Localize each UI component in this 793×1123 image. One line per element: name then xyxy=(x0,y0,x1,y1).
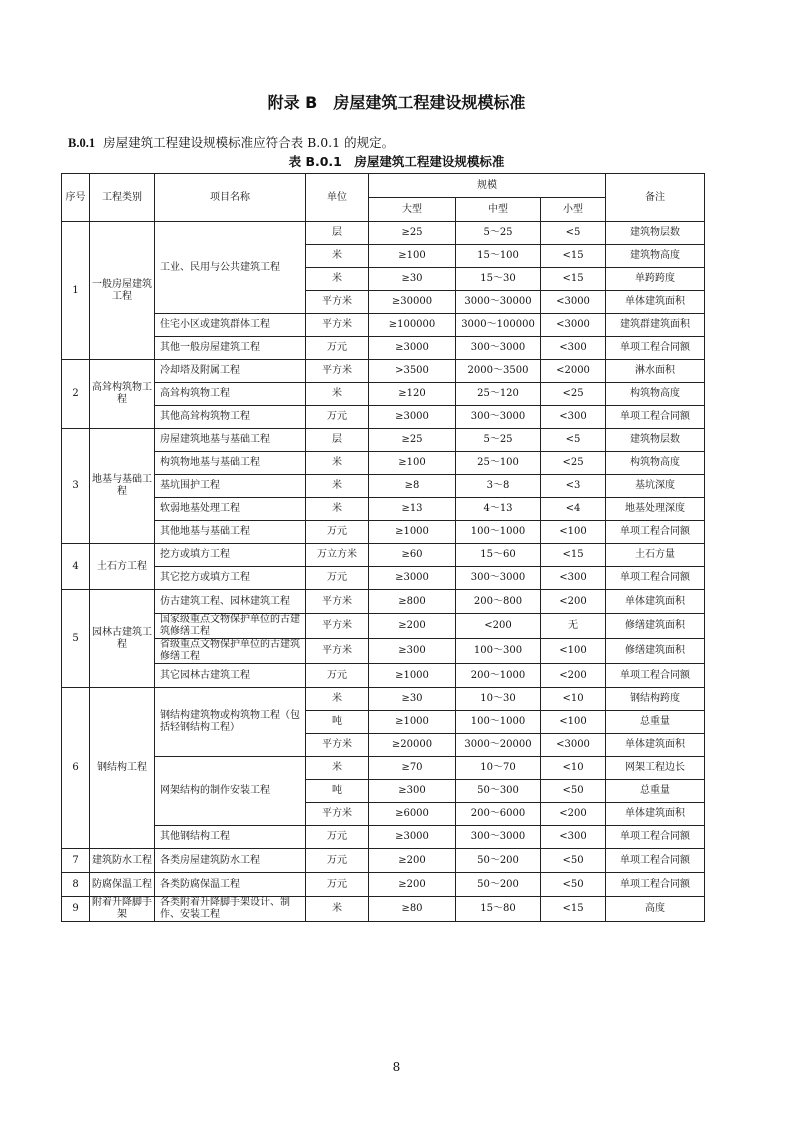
unit-cell: 万立方米 xyxy=(306,544,369,567)
large-scale-cell: ≥25 xyxy=(369,429,456,452)
seq-cell: 2 xyxy=(62,360,90,429)
large-scale-cell: ≥80 xyxy=(369,897,456,922)
seq-cell: 1 xyxy=(62,222,90,360)
large-scale-cell: ≥1000 xyxy=(369,664,456,688)
category-cell: 园林古建筑工程 xyxy=(90,590,155,688)
table-row xyxy=(62,688,705,711)
clause-paragraph xyxy=(68,133,394,151)
category-cell: 一般房屋建筑工程 xyxy=(90,222,155,360)
table-row xyxy=(62,567,705,590)
unit-cell: 平方米 xyxy=(306,639,369,664)
remark-cell: 单体建筑面积 xyxy=(606,291,705,314)
large-scale-cell: ≥30 xyxy=(369,268,456,291)
large-scale-cell: ≥1000 xyxy=(369,521,456,544)
medium-scale-cell: 2000～3500 xyxy=(456,360,541,383)
medium-scale-cell: 100～300 xyxy=(456,639,541,664)
medium-scale-cell: 100～1000 xyxy=(456,521,541,544)
item-name-cell: 各类防腐保温工程 xyxy=(155,873,306,897)
medium-scale-cell: 300～3000 xyxy=(456,406,541,429)
category-cell: 高耸构筑物工程 xyxy=(90,360,155,429)
remark-cell: 修缮建筑面积 xyxy=(606,614,705,639)
table-row xyxy=(62,337,705,360)
small-scale-cell: <3000 xyxy=(541,291,606,314)
item-name-cell: 其它挖方或填方工程 xyxy=(155,567,306,590)
category-cell: 建筑防水工程 xyxy=(90,849,155,873)
table-row xyxy=(62,383,705,406)
header-scale: 规模 xyxy=(369,174,606,198)
small-scale-cell: <300 xyxy=(541,567,606,590)
table-row xyxy=(62,314,705,337)
remark-cell: 单项工程合同额 xyxy=(606,521,705,544)
small-scale-cell: <15 xyxy=(541,544,606,567)
unit-cell: 万元 xyxy=(306,406,369,429)
large-scale-cell: ≥200 xyxy=(369,873,456,897)
medium-scale-cell: 4～13 xyxy=(456,498,541,521)
medium-scale-cell: 25～120 xyxy=(456,383,541,406)
table-row xyxy=(62,498,705,521)
unit-cell: 层 xyxy=(306,222,369,245)
remark-cell: 单项工程合同额 xyxy=(606,826,705,849)
medium-scale-cell: 100～1000 xyxy=(456,711,541,734)
small-scale-cell: <10 xyxy=(541,757,606,780)
table-row xyxy=(62,406,705,429)
unit-cell: 米 xyxy=(306,475,369,498)
unit-cell: 平方米 xyxy=(306,590,369,614)
small-scale-cell: <50 xyxy=(541,780,606,803)
small-scale-cell: <100 xyxy=(541,521,606,544)
remark-cell: 单体建筑面积 xyxy=(606,803,705,826)
table-row xyxy=(62,544,705,567)
medium-scale-cell: 25～100 xyxy=(456,452,541,475)
table-body xyxy=(62,222,705,922)
small-scale-cell: <100 xyxy=(541,711,606,734)
seq-cell: 4 xyxy=(62,544,90,590)
large-scale-cell: ≥25 xyxy=(369,222,456,245)
item-name-cell: 构筑物地基与基础工程 xyxy=(155,452,306,475)
remark-cell: 单跨跨度 xyxy=(606,268,705,291)
unit-cell: 万元 xyxy=(306,337,369,360)
unit-cell: 吨 xyxy=(306,780,369,803)
header-item: 项目名称 xyxy=(155,174,306,222)
table-row xyxy=(62,475,705,498)
item-name-cell: 冷却塔及附属工程 xyxy=(155,360,306,383)
large-scale-cell: ≥70 xyxy=(369,757,456,780)
large-scale-cell: ≥3000 xyxy=(369,406,456,429)
item-name-cell: 软弱地基处理工程 xyxy=(155,498,306,521)
header-small: 小型 xyxy=(541,198,606,222)
unit-cell: 米 xyxy=(306,757,369,780)
medium-scale-cell: 3000～20000 xyxy=(456,734,541,757)
unit-cell: 米 xyxy=(306,268,369,291)
small-scale-cell: <300 xyxy=(541,406,606,429)
medium-scale-cell: 15～100 xyxy=(456,245,541,268)
large-scale-cell: ≥3000 xyxy=(369,337,456,360)
item-name-cell: 房屋建筑地基与基础工程 xyxy=(155,429,306,452)
remark-cell: 单体建筑面积 xyxy=(606,734,705,757)
unit-cell: 平方米 xyxy=(306,314,369,337)
table-caption: 表 B.0.1 房屋建筑工程建设规模标准 xyxy=(288,154,505,169)
unit-cell: 万元 xyxy=(306,873,369,897)
item-name-cell: 高耸构筑物工程 xyxy=(155,383,306,406)
remark-cell: 修缮建筑面积 xyxy=(606,639,705,664)
medium-scale-cell: 50～200 xyxy=(456,873,541,897)
medium-scale-cell: 200～6000 xyxy=(456,803,541,826)
unit-cell: 万元 xyxy=(306,826,369,849)
table-row xyxy=(62,452,705,475)
remark-cell: 单项工程合同额 xyxy=(606,567,705,590)
medium-scale-cell: 10～30 xyxy=(456,688,541,711)
small-scale-cell: 无 xyxy=(541,614,606,639)
medium-scale-cell: 5～25 xyxy=(456,429,541,452)
remark-cell: 单体建筑面积 xyxy=(606,590,705,614)
large-scale-cell: ≥100000 xyxy=(369,314,456,337)
small-scale-cell: <15 xyxy=(541,245,606,268)
large-scale-cell: ≥8 xyxy=(369,475,456,498)
small-scale-cell: <200 xyxy=(541,664,606,688)
unit-cell: 米 xyxy=(306,897,369,922)
header-medium: 中型 xyxy=(456,198,541,222)
category-cell: 钢结构工程 xyxy=(90,688,155,849)
medium-scale-cell: 200～1000 xyxy=(456,664,541,688)
item-name-cell: 钢结构建筑物或构筑物工程（包括轻钢结构工程） xyxy=(155,688,306,757)
small-scale-cell: <3 xyxy=(541,475,606,498)
large-scale-cell: ≥20000 xyxy=(369,734,456,757)
table-row xyxy=(62,664,705,688)
unit-cell: 万元 xyxy=(306,849,369,873)
item-name-cell: 省级重点文物保护单位的古建筑修缮工程 xyxy=(155,639,306,664)
header-seq: 序号 xyxy=(62,174,90,222)
medium-scale-cell: 15～30 xyxy=(456,268,541,291)
large-scale-cell: ≥3000 xyxy=(369,567,456,590)
item-name-cell: 住宅小区或建筑群体工程 xyxy=(155,314,306,337)
medium-scale-cell: 50～200 xyxy=(456,849,541,873)
seq-cell: 3 xyxy=(62,429,90,544)
small-scale-cell: <50 xyxy=(541,873,606,897)
item-name-cell: 国家级重点文物保护单位的古建筑修缮工程 xyxy=(155,614,306,639)
remark-cell: 构筑物高度 xyxy=(606,452,705,475)
small-scale-cell: <10 xyxy=(541,688,606,711)
remark-cell: 建筑物层数 xyxy=(606,222,705,245)
remark-cell: 总重量 xyxy=(606,711,705,734)
header-large: 大型 xyxy=(369,198,456,222)
small-scale-cell: <5 xyxy=(541,222,606,245)
remark-cell: 网架工程边长 xyxy=(606,757,705,780)
remark-cell: 建筑物高度 xyxy=(606,245,705,268)
medium-scale-cell: 3000～100000 xyxy=(456,314,541,337)
item-name-cell: 其他地基与基础工程 xyxy=(155,521,306,544)
unit-cell: 万元 xyxy=(306,521,369,544)
large-scale-cell: ≥3000 xyxy=(369,826,456,849)
small-scale-cell: <50 xyxy=(541,849,606,873)
table-row xyxy=(62,639,705,664)
unit-cell: 万元 xyxy=(306,567,369,590)
unit-cell: 米 xyxy=(306,688,369,711)
item-name-cell: 工业、民用与公共建筑工程 xyxy=(155,222,306,314)
remark-cell: 总重量 xyxy=(606,780,705,803)
large-scale-cell: ≥300 xyxy=(369,780,456,803)
item-name-cell: 其它园林古建筑工程 xyxy=(155,664,306,688)
medium-scale-cell: <200 xyxy=(456,614,541,639)
large-scale-cell: ≥30 xyxy=(369,688,456,711)
seq-cell: 7 xyxy=(62,849,90,873)
large-scale-cell: ≥200 xyxy=(369,849,456,873)
table-row xyxy=(62,429,705,452)
item-name-cell: 仿古建筑工程、园林建筑工程 xyxy=(155,590,306,614)
table-row xyxy=(62,222,705,245)
unit-cell: 平方米 xyxy=(306,803,369,826)
small-scale-cell: <300 xyxy=(541,826,606,849)
unit-cell: 层 xyxy=(306,429,369,452)
unit-cell: 米 xyxy=(306,383,369,406)
category-cell: 防腐保温工程 xyxy=(90,873,155,897)
scale-standard-table xyxy=(61,173,705,922)
page-number: 8 xyxy=(392,1060,401,1074)
medium-scale-cell: 15～60 xyxy=(456,544,541,567)
unit-cell: 万元 xyxy=(306,664,369,688)
large-scale-cell: ≥1000 xyxy=(369,711,456,734)
medium-scale-cell: 3000～30000 xyxy=(456,291,541,314)
table-row xyxy=(62,873,705,897)
seq-cell: 9 xyxy=(62,897,90,922)
table-row xyxy=(62,360,705,383)
table-row xyxy=(62,521,705,544)
medium-scale-cell: 300～3000 xyxy=(456,567,541,590)
item-name-cell: 基坑围护工程 xyxy=(155,475,306,498)
large-scale-cell: ≥13 xyxy=(369,498,456,521)
remark-cell: 单项工程合同额 xyxy=(606,873,705,897)
unit-cell: 米 xyxy=(306,245,369,268)
remark-cell: 单项工程合同额 xyxy=(606,664,705,688)
small-scale-cell: <300 xyxy=(541,337,606,360)
medium-scale-cell: 5～25 xyxy=(456,222,541,245)
table-row xyxy=(62,849,705,873)
item-name-cell: 网架结构的制作安装工程 xyxy=(155,757,306,826)
small-scale-cell: <4 xyxy=(541,498,606,521)
small-scale-cell: <200 xyxy=(541,803,606,826)
small-scale-cell: <3000 xyxy=(541,734,606,757)
large-scale-cell: ≥30000 xyxy=(369,291,456,314)
table-row xyxy=(62,826,705,849)
large-scale-cell: ≥60 xyxy=(369,544,456,567)
large-scale-cell: ≥100 xyxy=(369,452,456,475)
remark-cell: 地基处理深度 xyxy=(606,498,705,521)
table-row xyxy=(62,614,705,639)
header-category: 工程类别 xyxy=(90,174,155,222)
small-scale-cell: <5 xyxy=(541,429,606,452)
small-scale-cell: <15 xyxy=(541,268,606,291)
remark-cell: 基坑深度 xyxy=(606,475,705,498)
small-scale-cell: <100 xyxy=(541,639,606,664)
remark-cell: 钢结构跨度 xyxy=(606,688,705,711)
seq-cell: 5 xyxy=(62,590,90,688)
category-cell: 地基与基础工程 xyxy=(90,429,155,544)
medium-scale-cell: 300～3000 xyxy=(456,337,541,360)
clause-number: B.0.1 xyxy=(68,136,96,150)
seq-cell: 8 xyxy=(62,873,90,897)
table-row xyxy=(62,897,705,922)
remark-cell: 单项工程合同额 xyxy=(606,849,705,873)
medium-scale-cell: 15～80 xyxy=(456,897,541,922)
remark-cell: 建筑群建筑面积 xyxy=(606,314,705,337)
remark-cell: 单项工程合同额 xyxy=(606,406,705,429)
unit-cell: 平方米 xyxy=(306,614,369,639)
unit-cell: 米 xyxy=(306,498,369,521)
remark-cell: 淋水面积 xyxy=(606,360,705,383)
clause-text: 房屋建筑工程建设规模标准应符合表 B.0.1 的规定。 xyxy=(103,135,395,150)
large-scale-cell: >3500 xyxy=(369,360,456,383)
small-scale-cell: <200 xyxy=(541,590,606,614)
item-name-cell: 挖方或填方工程 xyxy=(155,544,306,567)
medium-scale-cell: 10～70 xyxy=(456,757,541,780)
table-row xyxy=(62,590,705,614)
unit-cell: 平方米 xyxy=(306,360,369,383)
small-scale-cell: <25 xyxy=(541,383,606,406)
medium-scale-cell: 200～800 xyxy=(456,590,541,614)
category-cell: 土石方工程 xyxy=(90,544,155,590)
large-scale-cell: ≥300 xyxy=(369,639,456,664)
small-scale-cell: <2000 xyxy=(541,360,606,383)
unit-cell: 平方米 xyxy=(306,291,369,314)
large-scale-cell: ≥200 xyxy=(369,614,456,639)
remark-cell: 单项工程合同额 xyxy=(606,337,705,360)
item-name-cell: 各类附着升降脚手架设计、制作、安装工程 xyxy=(155,897,306,922)
large-scale-cell: ≥120 xyxy=(369,383,456,406)
unit-cell: 米 xyxy=(306,452,369,475)
header-remark: 备注 xyxy=(606,174,705,222)
seq-cell: 6 xyxy=(62,688,90,849)
medium-scale-cell: 50～300 xyxy=(456,780,541,803)
small-scale-cell: <25 xyxy=(541,452,606,475)
unit-cell: 吨 xyxy=(306,711,369,734)
remark-cell: 构筑物高度 xyxy=(606,383,705,406)
large-scale-cell: ≥6000 xyxy=(369,803,456,826)
small-scale-cell: <15 xyxy=(541,897,606,922)
large-scale-cell: ≥100 xyxy=(369,245,456,268)
item-name-cell: 其他高耸构筑物工程 xyxy=(155,406,306,429)
remark-cell: 建筑物层数 xyxy=(606,429,705,452)
category-cell: 附着升降脚手架 xyxy=(90,897,155,922)
unit-cell: 平方米 xyxy=(306,734,369,757)
remark-cell: 高度 xyxy=(606,897,705,922)
medium-scale-cell: 3～8 xyxy=(456,475,541,498)
remark-cell: 土石方量 xyxy=(606,544,705,567)
item-name-cell: 其他一般房屋建筑工程 xyxy=(155,337,306,360)
item-name-cell: 其他钢结构工程 xyxy=(155,826,306,849)
small-scale-cell: <3000 xyxy=(541,314,606,337)
page-title: 附录 B 房屋建筑工程建设规模标准 xyxy=(267,93,526,112)
table-row xyxy=(62,757,705,780)
large-scale-cell: ≥800 xyxy=(369,590,456,614)
medium-scale-cell: 300～3000 xyxy=(456,826,541,849)
header-unit: 单位 xyxy=(306,174,369,222)
item-name-cell: 各类房屋建筑防水工程 xyxy=(155,849,306,873)
